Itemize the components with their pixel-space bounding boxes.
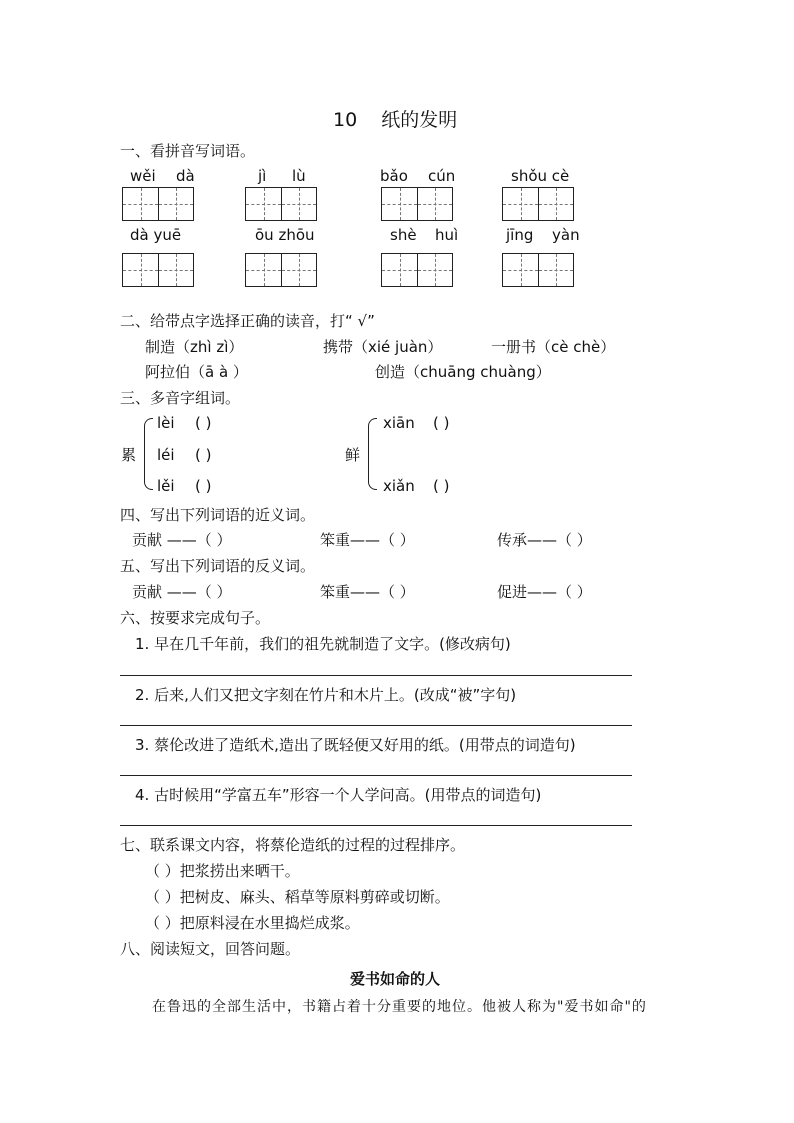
page-title — [333, 105, 457, 132]
writing-grid-1[interactable] — [122, 187, 194, 221]
order-item-1[interactable]: （ ）把浆捞出来晒干。 — [145, 862, 300, 880]
pinyin-4: shǒu cè — [511, 167, 570, 185]
lei-blank-1[interactable]: ( ) — [195, 414, 212, 432]
reading-choice-2[interactable]: 携带（xié juàn） — [323, 338, 443, 356]
sentence-task-1: 1. 早在几千年前，我们的祖先就制造了文字。(修改病句) — [135, 635, 511, 653]
lei-pinyin-3: lěi — [157, 477, 175, 495]
order-item-3[interactable]: （ ）把原料浸在水里捣烂成浆。 — [145, 914, 360, 932]
pinyin-2a: jì — [258, 167, 267, 185]
answer-line-1[interactable] — [120, 675, 632, 676]
sentence-task-4: 4. 古时候用“学富五车”形容一个人学问高。(用带点的词造句) — [135, 786, 542, 804]
lei-pinyin-1: lèi — [157, 414, 175, 432]
section-5-heading: 五、写出下列词语的反义词。 — [120, 557, 316, 575]
section-7-heading: 七、联系课文内容，将蔡伦造纸的过程的过程排序。 — [120, 836, 466, 854]
synonym-item-3[interactable]: 传承——（ ） — [497, 531, 592, 549]
order-item-2[interactable]: （ ）把树皮、麻头、稻草等原料剪碎或切断。 — [145, 888, 450, 906]
lesson-title: 纸的发明 — [381, 109, 458, 131]
antonym-item-1[interactable]: 贡献 ——（ ） — [132, 583, 232, 601]
synonym-item-2[interactable]: 笨重——（ ） — [320, 531, 415, 549]
pinyin-1a: wěi — [130, 167, 156, 185]
writing-grid-2[interactable] — [245, 187, 317, 221]
section-1-heading: 一、看拼音写词语。 — [120, 142, 256, 160]
answer-line-2[interactable] — [120, 725, 632, 726]
section-4-heading: 四、写出下列词语的近义词。 — [120, 506, 316, 524]
pinyin-8b: yàn — [552, 226, 580, 244]
brace-xian — [368, 418, 377, 490]
section-3-heading: 三、多音字组词。 — [120, 389, 241, 407]
synonym-item-1[interactable]: 贡献 ——（ ） — [132, 531, 232, 549]
story-text: 在鲁迅的全部生活中，书籍占着十分重要的地位。他被人称为"爱书如命"的 — [152, 999, 647, 1015]
answer-line-4[interactable] — [120, 825, 632, 826]
lei-blank-2[interactable]: ( ) — [195, 446, 212, 464]
writing-grid-6[interactable] — [245, 253, 317, 287]
lei-blank-3[interactable]: ( ) — [195, 477, 212, 495]
pinyin-3b: cún — [428, 167, 456, 185]
writing-grid-7[interactable] — [381, 253, 453, 287]
pinyin-1b: dà — [176, 167, 195, 185]
section-8-heading: 八、阅读短文，回答问题。 — [120, 940, 301, 958]
antonym-item-3[interactable]: 促进——（ ） — [497, 583, 592, 601]
antonym-item-2[interactable]: 笨重——（ ） — [320, 583, 415, 601]
xian-blank-1[interactable]: ( ) — [433, 414, 450, 432]
xian-blank-2[interactable]: ( ) — [433, 477, 450, 495]
reading-choice-4[interactable]: 阿拉伯（ā à ） — [145, 363, 248, 381]
pinyin-3a: bǎo — [380, 167, 408, 185]
pinyin-6: ōu zhōu — [255, 226, 315, 244]
pinyin-5: dà yuē — [130, 226, 182, 244]
answer-line-3[interactable] — [120, 775, 632, 776]
section-6-heading: 六、按要求完成句子。 — [120, 609, 271, 627]
xian-pinyin-1: xiān — [383, 414, 415, 432]
section-2-heading: 二、给带点字选择正确的读音，打“ √” — [120, 312, 375, 330]
writing-grid-8[interactable] — [502, 253, 574, 287]
writing-grid-4[interactable] — [502, 187, 574, 221]
pinyin-7a: shè — [390, 226, 417, 244]
reading-choice-3[interactable]: 一册书（cè chè） — [491, 338, 616, 356]
lei-pinyin-2: léi — [157, 446, 175, 464]
sentence-task-3: 3. 蔡伦改进了造纸术,造出了既轻便又好用的纸。(用带点的词造句) — [135, 736, 576, 754]
xian-pinyin-2: xiǎn — [383, 477, 415, 495]
sentence-task-2: 2. 后来,人们又把文字刻在竹片和木片上。(改成“被”字句) — [135, 686, 517, 704]
pinyin-8a: jīng — [506, 226, 534, 244]
pinyin-7b: huì — [435, 226, 459, 244]
writing-grid-5[interactable] — [122, 253, 194, 287]
lesson-number: 10 — [333, 109, 358, 131]
story-title: 爱书如命的人 — [350, 970, 441, 988]
pinyin-2b: lù — [292, 167, 306, 185]
writing-grid-3[interactable] — [381, 187, 453, 221]
polyphone-char-xian: 鲜 — [345, 446, 361, 464]
brace-lei — [144, 418, 153, 490]
reading-choice-5[interactable]: 创造（chuāng chuàng） — [375, 363, 551, 381]
reading-choice-1[interactable]: 制造（zhì zì） — [145, 338, 244, 356]
polyphone-char-lei: 累 — [121, 446, 137, 464]
